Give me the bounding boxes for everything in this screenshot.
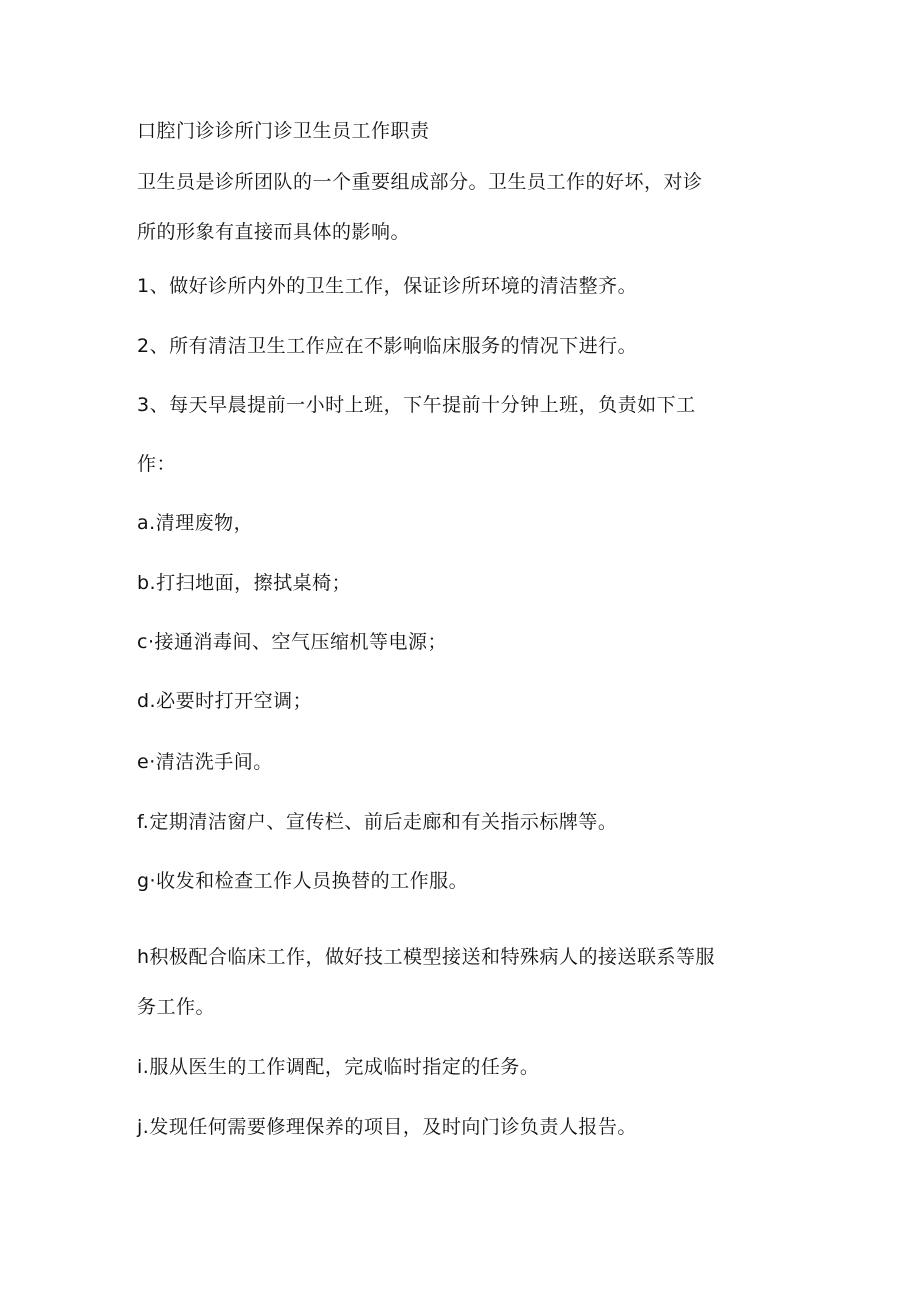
sub-item-f: f.定期清洁窗户、宣传栏、前后走廊和有关指示标牌等。 (137, 811, 618, 833)
sub-item-d: d.必要时打开空调； (137, 690, 313, 712)
item-1: 1、做好诊所内外的卫生工作，保证诊所环境的清洁整齐。 (137, 275, 638, 297)
sub-item-j: j.发现任何需要修理保养的项目，及时向门诊负责人报告。 (137, 1116, 637, 1138)
item-2: 2、所有清洁卫生工作应在不影响临床服务的情况下进行。 (137, 335, 638, 357)
document-title: 口腔门诊诊所门诊卫生员工作职责 (137, 120, 430, 142)
sub-item-h-line-1: h积极配合临床工作，做好技工模型接送和特殊病人的接送联系等服 (137, 946, 716, 968)
item-3-line-1: 3、每天早晨提前一小时上班，下午提前十分钟上班，负责如下工 (137, 394, 696, 416)
intro-line-2: 所的形象有直接而具体的影响。 (137, 221, 411, 243)
sub-item-e: e·清洁洗手间。 (137, 751, 273, 773)
sub-item-h-line-2: 务工作。 (137, 996, 216, 1018)
sub-item-a: a.清理废物， (137, 512, 254, 534)
intro-line-1: 卫生员是诊所团队的一个重要组成部分。卫生员工作的好坏，对诊 (137, 171, 703, 193)
sub-item-c: c·接通消毒间、空气压缩机等电源； (137, 631, 447, 653)
sub-item-g: g·收发和检查工作人员换替的工作服。 (137, 870, 469, 892)
sub-item-b: b.打扫地面，擦拭桌椅； (137, 572, 352, 594)
item-3-line-2: 作： (137, 453, 177, 475)
sub-item-i: i.服从医生的工作调配，完成临时指定的任务。 (137, 1056, 540, 1078)
